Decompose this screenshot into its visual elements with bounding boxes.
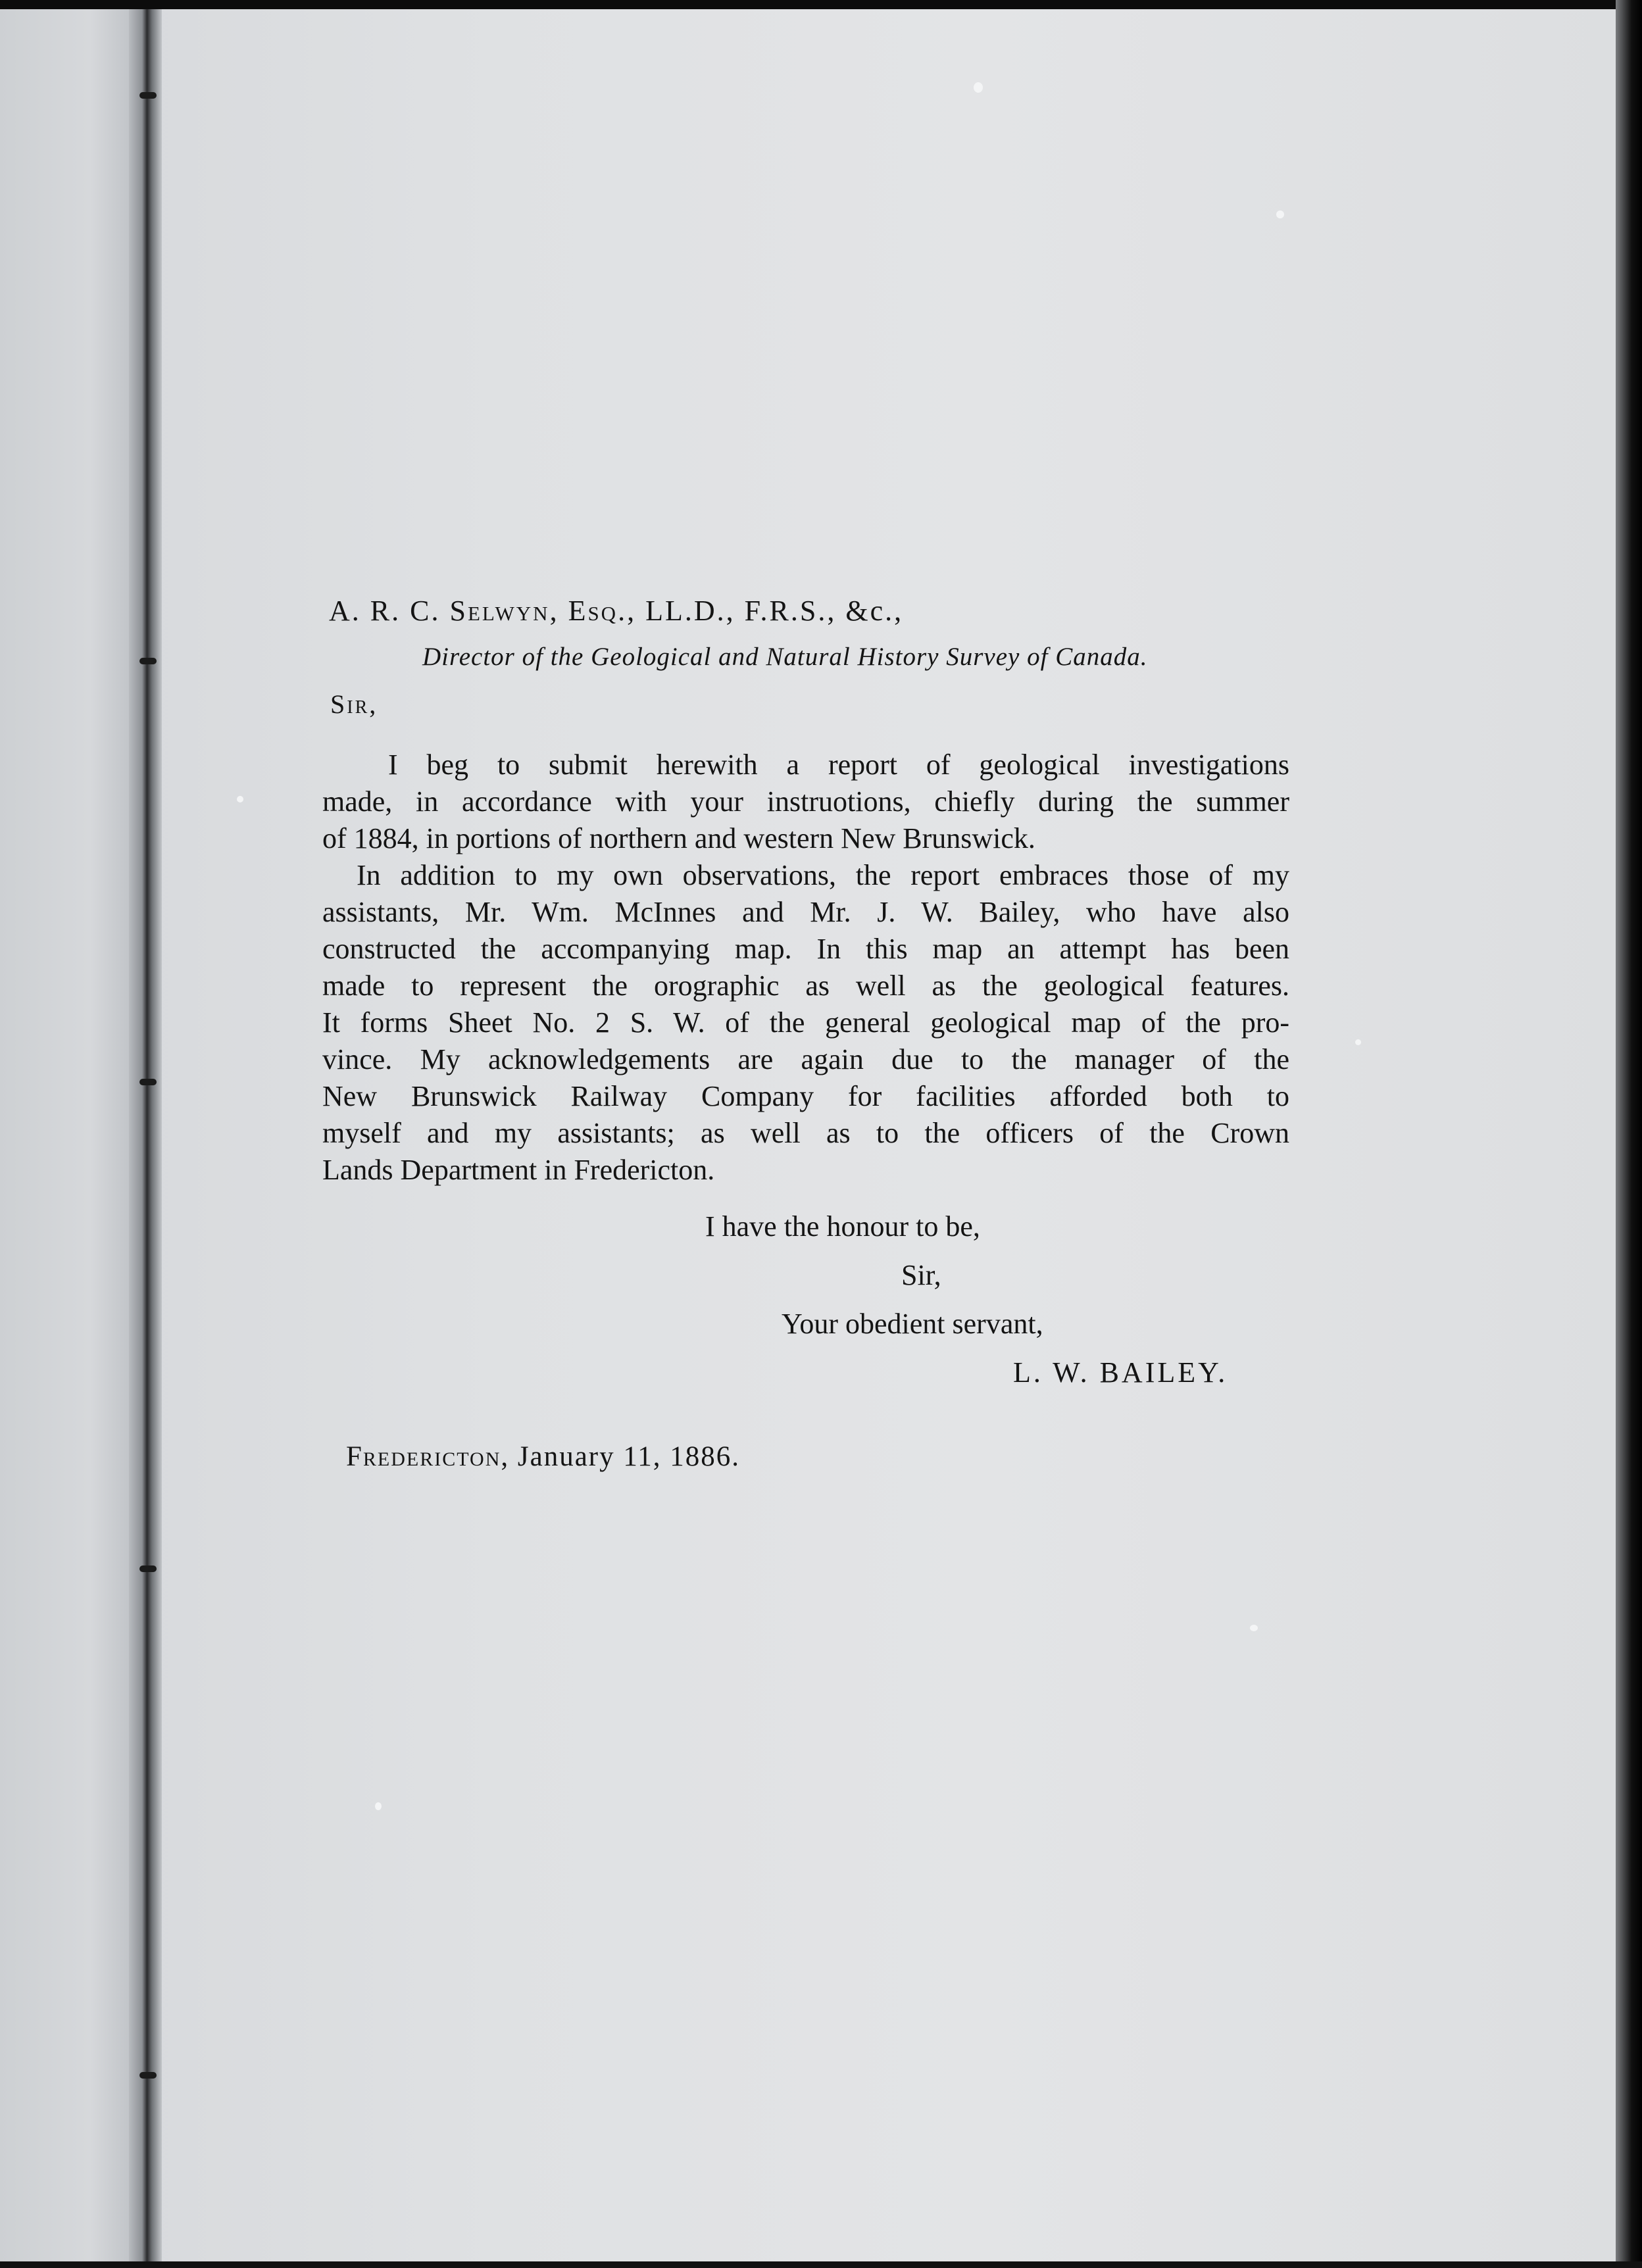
binding-mark (139, 1079, 157, 1085)
body-line: New Brunswick Railway Company for facilities afforded both to (322, 1080, 1289, 1112)
body-line: It forms Sheet No. 2 S. W. of the general geological map of the pro- (322, 1006, 1289, 1039)
binding-mark (139, 1565, 157, 1572)
scan-bottom-edge (0, 2261, 1642, 2268)
addressee-title: Director of the Geological and Natural History Survey of Canada. (422, 643, 1148, 671)
addressee-initials: A. R. C. (329, 595, 450, 627)
body-line: made to represent the orographic as well as the geological features. (322, 970, 1289, 1002)
body-line: I beg to submit herewith a report of geological investigations (388, 749, 1289, 781)
closing-line: Sir, (901, 1259, 941, 1291)
scan-right-edge (1616, 0, 1642, 2268)
closing-line: Your obedient servant, (782, 1308, 1043, 1340)
addressee-line (322, 592, 1289, 630)
body-line: myself and my assistants; as well as to the officers of the Crown (322, 1117, 1289, 1149)
closing-line: I have the honour to be, (705, 1210, 980, 1243)
binding-mark (139, 2072, 157, 2079)
dateline-date: , January 11, 1886. (501, 1441, 741, 1472)
dust-speck (974, 82, 983, 93)
binding-mark (139, 92, 157, 99)
closing-block (322, 1208, 1289, 1402)
salutation: Sir, (330, 689, 378, 719)
dust-speck (237, 796, 243, 802)
dust-speck (1250, 1625, 1258, 1631)
scan-top-edge (0, 0, 1642, 9)
signature: L. W. BAILEY. (1013, 1356, 1228, 1389)
body-line: Lands Department in Fredericton. (322, 1154, 715, 1186)
dust-speck (375, 1802, 382, 1810)
binding-gutter (129, 0, 162, 2268)
binding-mark (139, 658, 157, 664)
addressee-degrees: , LL.D., F.R.S., &c., (627, 595, 904, 627)
addressee-name: Selwyn (449, 595, 550, 627)
facing-page-edge (0, 0, 129, 2268)
body-line: of 1884, in portions of northern and western New Brunswick. (322, 822, 1035, 854)
dust-speck (1355, 1039, 1361, 1045)
letter-paragraphs (322, 746, 1289, 1188)
body-line: In addition to my own observations, the report embraces those of my (357, 859, 1289, 891)
addressee-esq: Esq. (568, 595, 628, 627)
body-line: constructed the accompanying map. In this map an attempt has been (322, 933, 1289, 965)
body-line: assistants, Mr. Wm. McInnes and Mr. J. W. Bailey, who have also (322, 896, 1289, 928)
dust-speck (1276, 210, 1284, 218)
letter-body (322, 592, 1289, 1402)
addressee-separator: , (549, 595, 568, 627)
dateline (346, 1441, 740, 1473)
body-line: made, in accordance with your instruotions, chiefly during the summer (322, 785, 1289, 818)
dateline-place: Fredericton (346, 1441, 501, 1472)
body-line: vince. My acknowledgements are again due to the manager of the (322, 1043, 1289, 1075)
